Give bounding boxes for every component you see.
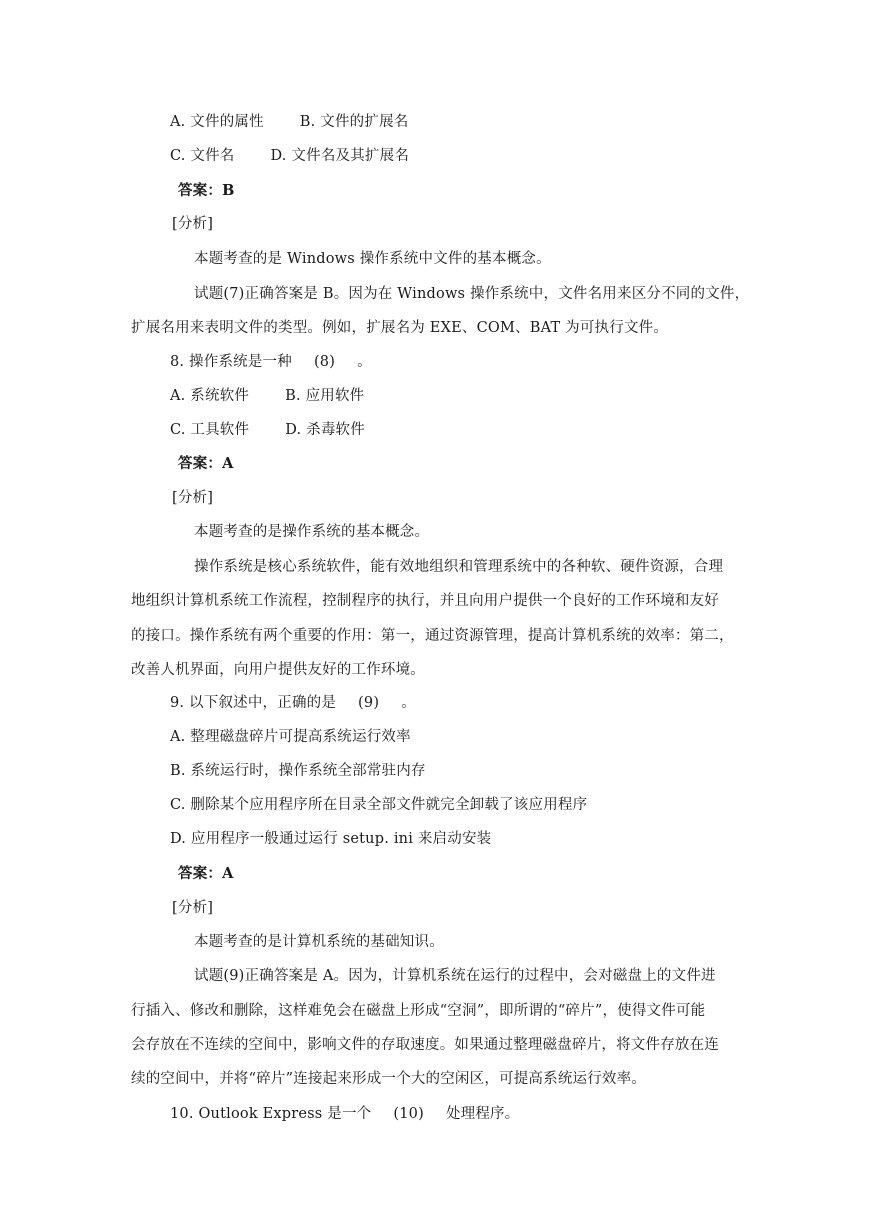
q10-stem: 10. Outlook Express 是一个 (10) 处理程序。 xyxy=(170,1106,520,1122)
q7-analysis-line-1: 本题考查的是 Windows 操作系统中文件的基本概念。 xyxy=(194,251,551,267)
q7-analysis-line-3: 扩展名用来表明文件的类型。例如，扩展名为 EXE、COM、BAT 为可执行文件。 xyxy=(131,320,669,336)
q9-analysis-line-1: 本题考查的是计算机系统的基础知识。 xyxy=(194,934,444,950)
q7-analysis-label: [分析] xyxy=(172,216,214,232)
q8-options-row-2 xyxy=(170,420,365,440)
q9-answer: 答案：A xyxy=(178,865,234,882)
q9-analysis-line-5: 续的空间中，并将“碎片”连接起来形成一个大的空闲区，可提高系统运行效率。 xyxy=(131,1071,647,1087)
q9-option-c: C. 删除某个应用程序所在目录全部文件就完全卸载了该应用程序 xyxy=(170,797,588,813)
q8-option-d: D. 杀毒软件 xyxy=(285,422,365,438)
q9-analysis-label: [分析] xyxy=(172,900,214,916)
q8-analysis-line-4: 的接口。操作系统有两个重要的作用：第一，通过资源管理，提高计算机系统的效率：第二， xyxy=(131,628,734,644)
q9-analysis-line-3: 行插入、修改和删除，这样难免会在磁盘上形成“空洞”，即所谓的“碎片”，使得文件可能 xyxy=(131,1003,706,1019)
q7-options-row-2 xyxy=(170,146,409,166)
q8-option-c: C. 工具软件 xyxy=(170,422,250,438)
q7-option-a: A. 文件的属性 xyxy=(170,114,264,130)
q8-analysis-line-3: 地组织计算机系统工作流程，控制程序的执行，并且向用户提供一个良好的工作环境和友好 xyxy=(131,593,719,609)
q7-option-c: C. 文件名 xyxy=(170,148,235,164)
q8-analysis-line-2: 操作系统是核心系统软件，能有效地组织和管理系统中的各种软、硬件资源，合理 xyxy=(194,559,724,575)
q9-analysis-line-2: 试题(9)正确答案是 A。因为，计算机系统在运行的过程中，会对磁盘上的文件进 xyxy=(194,968,716,984)
q8-stem: 8. 操作系统是一种 (8) 。 xyxy=(170,354,372,370)
q7-option-d: D. 文件名及其扩展名 xyxy=(270,148,410,164)
q9-option-b: B. 系统运行时，操作系统全部常驻内存 xyxy=(170,763,426,779)
q7-answer: 答案：B xyxy=(178,182,235,199)
q8-analysis-line-1: 本题考查的是操作系统的基本概念。 xyxy=(194,524,430,540)
q8-option-b: B. 应用软件 xyxy=(285,388,365,404)
q8-analysis-label: [分析] xyxy=(172,490,214,506)
q7-options-row-1 xyxy=(170,112,408,132)
q7-analysis-line-2: 试题(7)正确答案是 B。因为在 Windows 操作系统中，文件名用来区分不同的文件， xyxy=(194,286,750,302)
q8-options-row-1 xyxy=(170,386,364,406)
q9-option-a: A. 整理磁盘碎片可提高系统运行效率 xyxy=(170,729,411,745)
q8-option-a: A. 系统软件 xyxy=(170,388,250,404)
q9-stem: 9. 以下叙述中，正确的是 (9) 。 xyxy=(170,695,416,711)
q8-analysis-line-5: 改善人机界面，向用户提供友好的工作环境。 xyxy=(131,662,425,678)
q8-answer: 答案：A xyxy=(178,455,234,472)
q9-analysis-line-4: 会存放在不连续的空间中，影响文件的存取速度。如果通过整理磁盘碎片，将文件存放在连 xyxy=(131,1037,719,1053)
q7-option-b: B. 文件的扩展名 xyxy=(299,114,409,130)
q9-option-d: D. 应用程序一般通过运行 setup. ini 来启动安装 xyxy=(170,831,492,847)
